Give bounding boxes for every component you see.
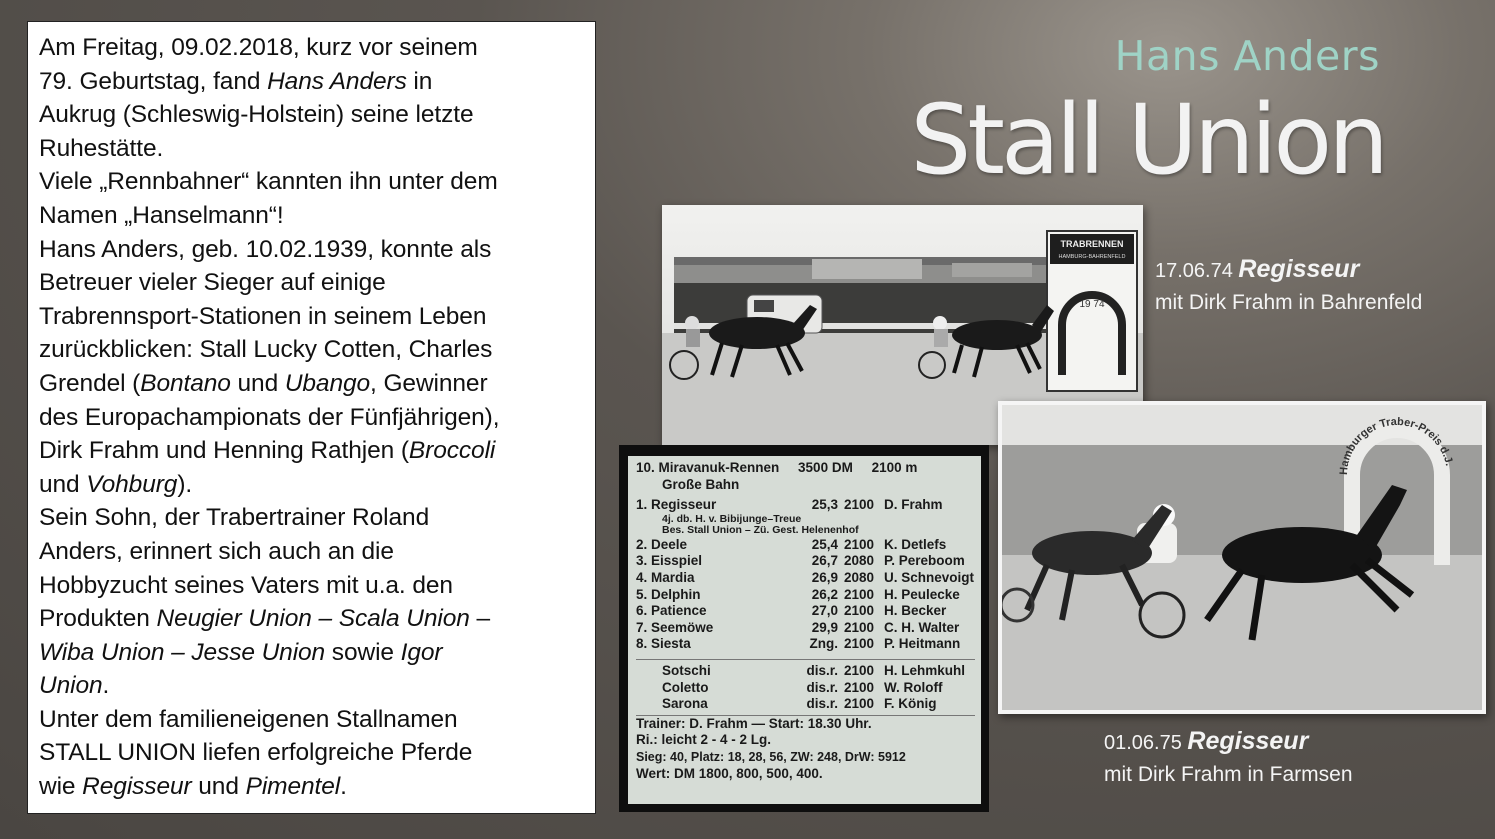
results-table (636, 497, 975, 653)
result-row (636, 636, 975, 653)
article-italic-name: Ubango (284, 369, 371, 397)
horse-name: 4. Mardia (636, 569, 695, 585)
article-italic-name: Neugier Union – Scala Union (156, 605, 470, 633)
race-distance: 2080 (844, 553, 875, 569)
result-row (636, 570, 975, 587)
race-time: dis.r. (806, 696, 838, 712)
driver-name: C. H. Walter (884, 619, 960, 635)
article-italic-name: Regisseur (82, 773, 192, 801)
caption-1-horse: Regisseur (1238, 255, 1360, 283)
clipping-content (628, 456, 981, 804)
article-italic-name: Wiba Union – Jesse Union (39, 638, 326, 666)
article-text-run: – (469, 605, 490, 633)
caption-photo-1 (1155, 253, 1422, 319)
sign-line1: TRABRENNEN (1060, 239, 1124, 249)
driver-name: F. König (884, 696, 937, 712)
race-distance: 2100 (844, 662, 875, 678)
article-text-run: des Europachampionats der Fünfjährigen), (39, 403, 500, 431)
article-text-run: in (406, 67, 433, 95)
article-text-run: Unter dem familieneigenen Stallnamen (39, 705, 458, 733)
clipping-subheading: Große Bahn (662, 476, 740, 492)
race-time: 25,3 (811, 497, 838, 513)
result-row (636, 537, 975, 554)
race-time: 27,0 (811, 603, 838, 619)
article-text-run: . (340, 773, 347, 801)
article-text-run: Aukrug (Schleswig-Holstein) seine letzte (39, 101, 474, 129)
race-time: 26,9 (811, 569, 838, 585)
article-text-run: ). (177, 470, 193, 498)
driver-name: W. Roloff (884, 679, 943, 695)
horse-name: 7. Seemöwe (636, 619, 714, 635)
race-distance: 2100 (844, 603, 875, 619)
subtitle-hans-anders: Hans Anders (1114, 32, 1380, 80)
result-row (636, 680, 975, 697)
race-photo-2-illustration (1002, 405, 1482, 710)
clipping-result: Ri.: leicht 2 - 4 - 2 Lg. (636, 732, 772, 748)
clipping-odds: Sieg: 40, Platz: 18, 28, 56, ZW: 248, DrW: 5912 (636, 749, 906, 764)
race-distance: 2080 (844, 569, 875, 585)
article-text-run: STALL UNION liefen erfolgreiche Pferde (39, 739, 473, 767)
sign-board (1047, 231, 1137, 391)
driver-name: P. Heitmann (884, 636, 961, 652)
winner-details: 4j. db. H. v. Bibijunge–Treue (662, 512, 802, 525)
caption-1-date: 17.06.74 (1155, 260, 1239, 282)
article-text-run: Hans Anders, geb. 10.02.1939, konnte als (39, 235, 492, 263)
race-distance: 2100 (844, 497, 875, 513)
result-row (636, 587, 975, 604)
result-row (636, 663, 975, 680)
arch-text: Hamburger Traber-Preis d.J. (1337, 415, 1456, 476)
caption-1-text: mit Dirk Frahm in Bahrenfeld (1155, 291, 1423, 314)
winner-details: Bes. Stall Union – Zü. Gest. Helenenhof (662, 524, 859, 537)
race-time: dis.r. (806, 662, 838, 678)
sign-year: 19 74 (1079, 299, 1105, 310)
clipping-value: Wert: DM 1800, 800, 500, 400. (636, 765, 823, 781)
article-textbox (27, 21, 596, 814)
article-italic-name: Hans Anders (267, 67, 407, 95)
disqualified-table (636, 659, 975, 713)
article-text-run: 79. Geburtstag, fand (39, 67, 268, 95)
article-text-run: Viele „Rennbahner“ kannten ihn unter dem (39, 168, 498, 196)
caption-photo-2 (1104, 725, 1353, 791)
article-text-run: Grendel ( (39, 369, 141, 397)
article-text-run: , Gewinner (370, 369, 488, 397)
result-row (636, 553, 975, 570)
article-text-run: wie (39, 773, 83, 801)
caption-2-text: mit Dirk Frahm in Farmsen (1104, 763, 1353, 786)
article-italic-name: Broccoli (408, 437, 496, 465)
newspaper-clipping (619, 445, 989, 812)
article-text (39, 31, 585, 804)
driver-name: P. Pereboom (884, 553, 965, 569)
article-text-run: . (102, 672, 110, 700)
horse-name: 1. Regisseur (636, 497, 717, 513)
horse-name: 2. Deele (636, 536, 688, 552)
driver-name: K. Detlefs (884, 536, 947, 552)
driver-name: H. Becker (884, 603, 947, 619)
clipping-heading: 10. Miravanuk-Rennen 3500 DM 2100 m (636, 460, 918, 475)
article-text-run: Ruhestätte. (39, 134, 164, 162)
article-text-run: Trabrennsport-Stationen in seinem Leben (39, 302, 487, 330)
caption-2-date: 01.06.75 (1104, 732, 1188, 754)
article-text-run: Am Freitag, 09.02.2018, kurz vor seinem (39, 34, 478, 61)
result-row (636, 620, 975, 637)
article-text-run: Betreuer vieler Sieger auf einige (39, 269, 386, 297)
article-italic-name: Union (39, 672, 103, 700)
article-text-run: sowie (325, 638, 401, 666)
article-text-run: Sein Sohn, der Trabertrainer Roland (39, 504, 430, 532)
article-italic-name: Bontano (140, 369, 231, 397)
photo-farmsen-race (998, 401, 1486, 714)
race-time: 25,4 (811, 536, 838, 552)
article-italic-name: Igor (400, 638, 443, 666)
article-text-run: zurückblicken: Stall Lucky Cotten, Charles (39, 336, 493, 364)
horse-name: Sarona (662, 696, 708, 712)
race-distance: 2100 (844, 586, 875, 602)
race-distance: 2100 (844, 679, 875, 695)
article-text-run: und (39, 470, 87, 498)
driver-name: D. Frahm (884, 497, 943, 513)
race-distance: 2100 (844, 636, 875, 652)
article-text-run: Hobbyzucht seines Vaters mit u.a. den (39, 571, 453, 599)
race-time: dis.r. (806, 679, 838, 695)
race-distance: 2100 (844, 696, 875, 712)
caption-2-horse: Regisseur (1187, 727, 1309, 755)
article-text-run: Namen „Hanselmann“! (39, 201, 284, 229)
race-time: 26,7 (811, 553, 838, 569)
race-time: 29,9 (811, 619, 838, 635)
race-distance: 2100 (844, 619, 875, 635)
horse-name: Coletto (662, 679, 709, 695)
article-text-run: Anders, erinnert sich auch an die (39, 537, 394, 565)
race-distance: 2100 (844, 536, 875, 552)
driver-name: H. Peulecke (884, 586, 960, 602)
horse-name: 6. Patience (636, 603, 707, 619)
horse-name: 8. Siesta (636, 636, 691, 652)
sign-line2: HAMBURG-BAHRENFELD (1058, 254, 1126, 260)
horse-name: 3. Eisspiel (636, 553, 703, 569)
article-text-run: und (230, 369, 285, 397)
driver-name: U. Schnevoigt (884, 569, 975, 585)
article-italic-name: Pimentel (245, 773, 341, 801)
race-time: Zng. (809, 636, 838, 652)
article-text-run: Produkten (39, 605, 157, 633)
clipping-trainer: Trainer: D. Frahm — Start: 18.30 Uhr. (636, 715, 975, 733)
article-text-run: und (191, 773, 246, 801)
race-time: 26,2 (811, 586, 838, 602)
title-stall-union: Stall Union (910, 84, 1385, 196)
driver-name: H. Lehmkuhl (884, 662, 966, 678)
horse-name: 5. Delphin (636, 586, 701, 602)
article-text-run: Dirk Frahm und Henning Rathjen ( (39, 437, 409, 465)
horse-name: Sotschi (662, 662, 711, 678)
article-italic-name: Vohburg (86, 470, 178, 498)
result-row (636, 603, 975, 620)
result-row (636, 696, 975, 713)
result-row (636, 497, 975, 514)
